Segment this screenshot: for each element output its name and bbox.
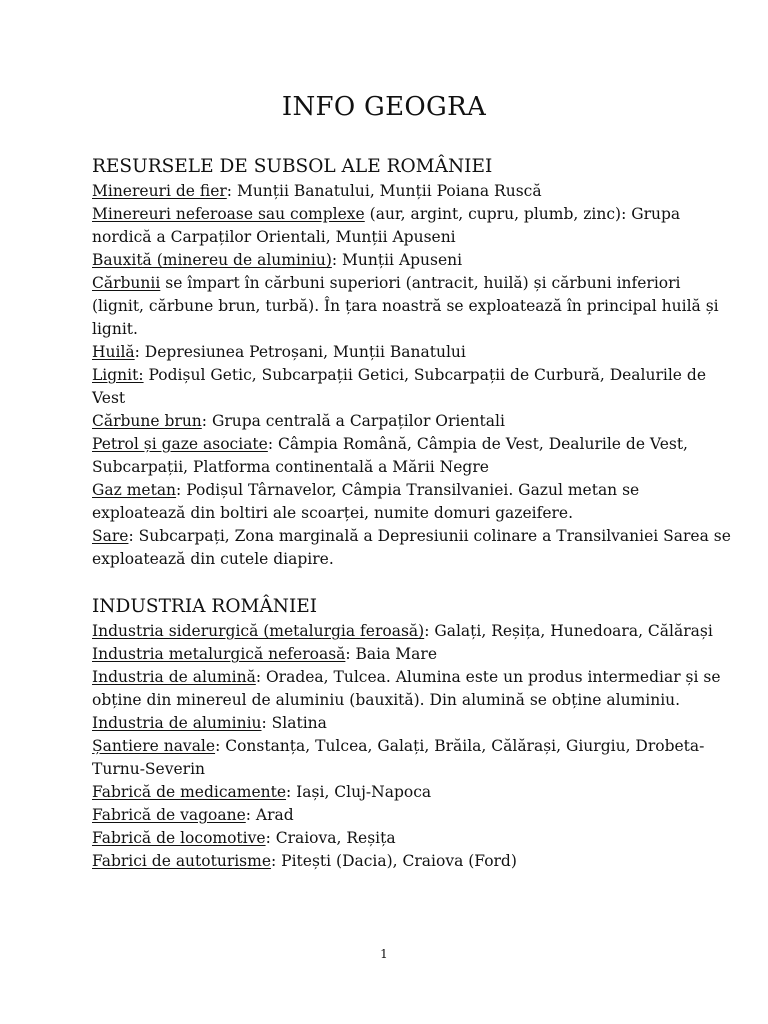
entry-term: Petrol și gaze asociate xyxy=(92,435,268,453)
section-heading: RESURSELE DE SUBSOL ALE ROMÂNIEI xyxy=(92,156,493,177)
entry-medicamente xyxy=(92,781,732,804)
entry-petrol-gaze xyxy=(92,433,732,479)
entry-carbunii xyxy=(92,272,732,341)
entry-text: : Câmpia Română, Câmpia de Vest, Dealurile de Vest, Subcarpații, Platforma continentală a Mării Negre xyxy=(92,435,688,476)
entry-metalurgica-neferoasa xyxy=(92,643,732,666)
entry-term: Fabrici de autoturisme xyxy=(92,852,272,870)
entry-huila xyxy=(92,341,732,364)
entry-text: se împart în cărbuni superiori (antracit, huilă) și cărbuni inferiori (lignit, cărbune brun, turbă). În țara noastră se exploatează în principal huilă și lignit. xyxy=(92,274,719,338)
entry-text: : Galați, Reșița, Hunedoara, Călărași xyxy=(424,622,713,640)
entry-term: Sare xyxy=(92,527,129,545)
entry-vagoane xyxy=(92,804,732,827)
entry-text: (aur, argint, cupru, plumb, zinc): Grupa nordică a Carpaților Orientali, Munții Apuseni xyxy=(92,205,681,246)
page-number: 1 xyxy=(380,947,388,961)
entry-bauxita xyxy=(92,249,732,272)
entry-term: Cărbune brun xyxy=(92,412,202,430)
entry-minereuri-fier xyxy=(92,180,732,203)
entry-term: Minereuri neferoase sau complexe xyxy=(92,205,365,223)
entry-text: Podișul Getic, Subcarpații Getici, Subcarpații de Curbură, Dealurile de Vest xyxy=(92,366,707,407)
section-heading: INDUSTRIA ROMÂNIEI xyxy=(92,596,318,617)
entry-text: : Constanța, Tulcea, Galați, Brăila, Călărași, Giurgiu, Drobeta-Turnu-Severin xyxy=(92,737,705,778)
entry-term: Industria de aluminiu xyxy=(92,714,262,732)
entry-text: : Slatina xyxy=(261,714,327,732)
entry-term: Cărbunii xyxy=(92,274,161,292)
entry-term: Minereuri de fier xyxy=(92,182,227,200)
entry-siderurgica xyxy=(92,620,732,643)
entry-gaz-metan xyxy=(92,479,732,525)
entry-aluminiu xyxy=(92,712,732,735)
entry-text: : Grupa centrală a Carpaților Orientali xyxy=(201,412,505,430)
entry-text: : Subcarpați, Zona marginală a Depresiunii colinare a Transilvaniei Sarea se exploatează din cutele diapire. xyxy=(92,527,731,568)
entry-text: : Craiova, Reșița xyxy=(265,829,396,847)
entry-term: Fabrică de medicamente xyxy=(92,783,287,801)
entry-term: Gaz metan xyxy=(92,481,177,499)
entry-term: Industria siderurgică (metalurgia feroasă) xyxy=(92,622,425,640)
entry-term: Fabrică de vagoane xyxy=(92,806,246,824)
entry-lignit xyxy=(92,364,732,410)
entry-text: : Oradea, Tulcea. Alumina este un produs intermediar și se obține din minereul de aluminiu (bauxită). Din alumină se obține aluminiu. xyxy=(92,668,721,709)
entry-text: : Podișul Târnavelor, Câmpia Transilvaniei. Gazul metan se exploatează din boltiri ale scoarței, numite domuri gazeifere. xyxy=(92,481,640,522)
entry-text: : Munții Apuseni xyxy=(331,251,463,269)
entry-term: Industria metalurgică neferoasă xyxy=(92,645,346,663)
entry-term: Huilă xyxy=(92,343,135,361)
page-title: INFO GEOGRA xyxy=(281,92,487,122)
entry-text: : Iași, Cluj-Napoca xyxy=(286,783,432,801)
entry-alumina xyxy=(92,666,732,712)
entry-text: : Baia Mare xyxy=(345,645,437,663)
entry-autoturisme xyxy=(92,850,732,873)
entry-locomotive xyxy=(92,827,732,850)
entry-carbune-brun xyxy=(92,410,732,433)
entry-text: : Pitești (Dacia), Craiova (Ford) xyxy=(271,852,517,870)
entry-text: : Munții Banatului, Munții Poiana Ruscă xyxy=(226,182,542,200)
section-resurse-subsol xyxy=(92,154,732,571)
entry-term: Șantiere navale xyxy=(92,737,216,755)
entry-minereuri-neferoase xyxy=(92,203,732,249)
entry-term: Lignit: xyxy=(92,366,144,384)
entry-text: : Arad xyxy=(245,806,294,824)
entry-text: : Depresiunea Petroșani, Munții Banatului xyxy=(134,343,466,361)
entry-term: Bauxită (minereu de aluminiu) xyxy=(92,251,332,269)
entry-sare xyxy=(92,525,732,571)
entry-term: Fabrică de locomotive xyxy=(92,829,266,847)
entry-santiere-navale xyxy=(92,735,732,781)
section-industria xyxy=(92,594,732,873)
entry-term: Industria de alumină xyxy=(92,668,256,686)
